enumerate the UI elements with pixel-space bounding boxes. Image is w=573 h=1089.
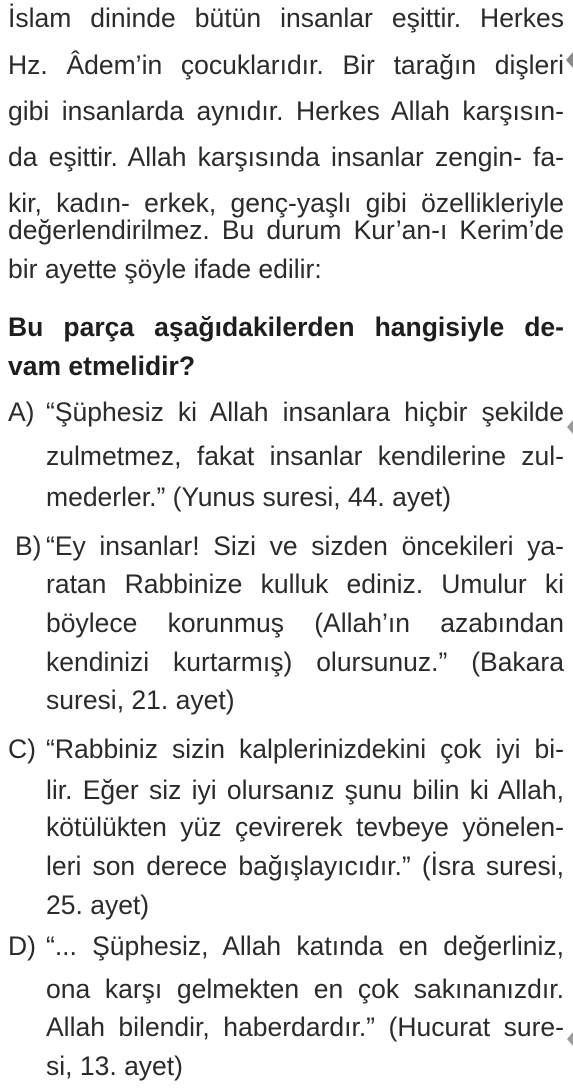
- option-line: zulmetmez, fakat insanlar kendilerine zul-: [46, 441, 564, 471]
- option-line: 25. ayet): [46, 890, 150, 920]
- option-line: “Şüphesiz ki Allah insanlara hiçbir şekilde: [46, 397, 564, 427]
- option-letter: B): [15, 531, 42, 561]
- passage-line: değerlendirilmez. Bu durum Kur’an-ı Kerim’de: [8, 215, 564, 245]
- option-letter: A): [8, 397, 35, 427]
- question-line: vam etmelidir?: [8, 351, 196, 381]
- option-line: “Ey insanlar! Sizi ve sizden öncekileri ya-: [46, 531, 564, 561]
- passage-line: Hz. Âdem’in çocuklarıdır. Bir tarağın dişleri: [8, 50, 564, 80]
- option-line: “Rabbiniz sizin kalplerinizdekini çok iyi bi-: [46, 734, 564, 764]
- option-line: mederler.” (Yunus suresi, 44. ayet): [46, 482, 452, 512]
- passage-line: bir ayette şöyle ifade edilir:: [8, 254, 322, 284]
- question-line: Bu parça aşağıdakilerden hangisiyle de-: [8, 312, 564, 342]
- option-line: ona karşı gelmekten en çok sakınanızdır.: [46, 974, 564, 1004]
- option-line: suresi, 21. ayet): [46, 685, 235, 715]
- option-line: leri son derece bağışlayıcıdır.” (İsra suresi,: [46, 851, 564, 881]
- option-line: ratan Rabbinize kulluk ediniz. Umulur ki: [46, 569, 564, 599]
- option-line: Allah bilendir, haberdardır.” (Hucurat sure-: [46, 1012, 564, 1042]
- edge-mark: [567, 420, 573, 434]
- edge-mark: [566, 52, 573, 68]
- edge-mark: [567, 1032, 573, 1046]
- option-line: lir. Eğer siz iyi olursanız şunu bilin ki Allah,: [46, 775, 564, 805]
- option-letter: D): [8, 931, 36, 961]
- passage-line: kir, kadın- erkek, genç-yaşlı gibi özellikleriyle: [8, 188, 564, 218]
- option-line: kötülükten yüz çevirerek tevbeye yönelen-: [46, 812, 564, 842]
- option-letter: C): [8, 734, 36, 764]
- option-line: böylece korunmuş (Allah’ın azabından: [46, 608, 564, 638]
- option-line: kendinizi kurtarmış) olursunuz.” (Bakara: [46, 647, 564, 677]
- option-line: si, 13. ayet): [46, 1051, 183, 1081]
- passage-line: da eşittir. Allah karşısında insanlar zengin- fa-: [8, 142, 564, 172]
- passage-line: İslam dininde bütün insanlar eşittir. Herkes: [8, 3, 564, 33]
- passage-line: gibi insanlarda aynıdır. Herkes Allah karşısın-: [8, 96, 564, 126]
- option-line: “... Şüphesiz, Allah katında en değerliniz,: [46, 931, 564, 961]
